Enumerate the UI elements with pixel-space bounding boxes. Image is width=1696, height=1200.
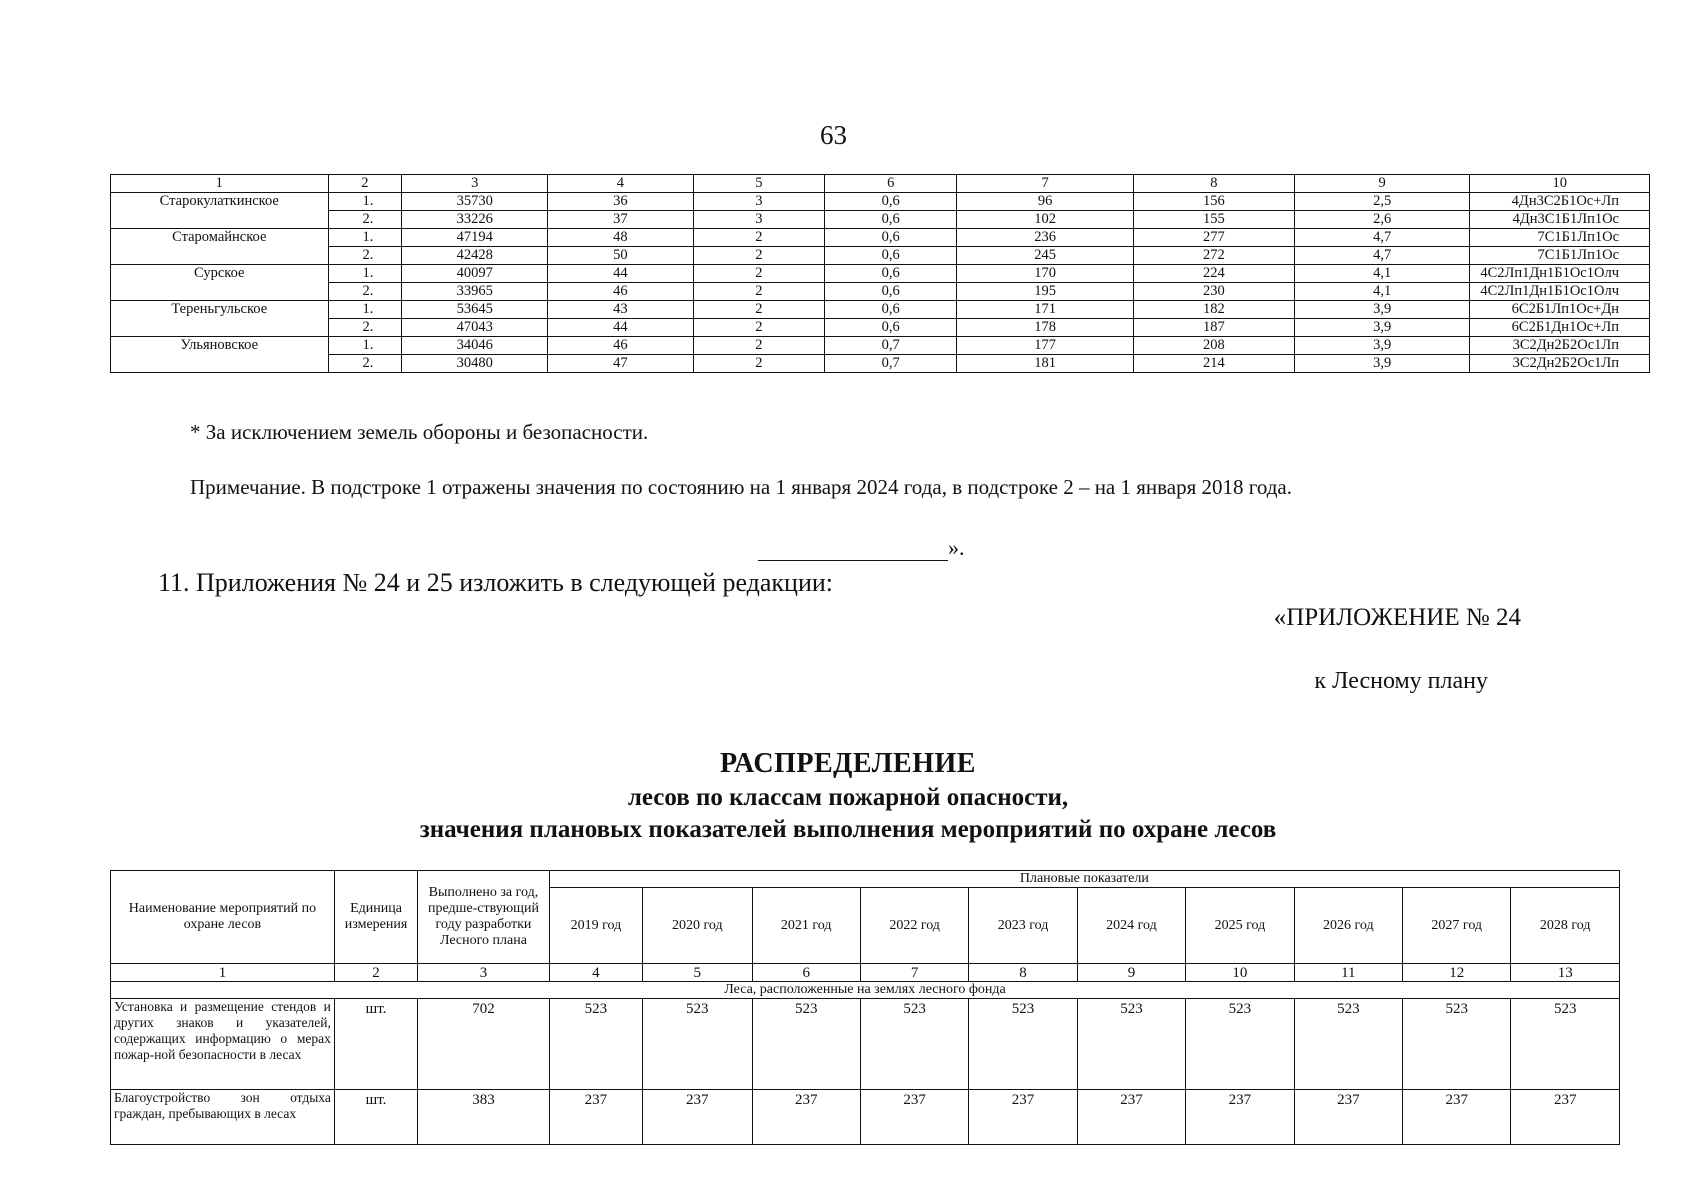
table-cell: 0,6 [825, 193, 957, 211]
table-cell: 3,9 [1294, 319, 1469, 337]
table-cell: 0,6 [825, 319, 957, 337]
page-number: 63 [820, 120, 847, 150]
done-cell: 702 [418, 999, 550, 1090]
table-cell: 6С2Б1Лп1Ос+Дн [1470, 301, 1650, 319]
top-table-header-cell: 7 [957, 175, 1133, 193]
table-cell: 208 [1133, 337, 1294, 355]
table-cell: 2 [693, 283, 824, 301]
table-cell: 4,1 [1294, 265, 1469, 283]
table-cell: 236 [957, 229, 1133, 247]
plan-value: 237 [643, 1090, 752, 1145]
column-number: 7 [860, 964, 968, 982]
table-row [111, 337, 1650, 355]
table-cell: 2. [328, 211, 402, 229]
table-cell: 6С2Б1Дн1Ос+Лп [1470, 319, 1650, 337]
table-cell: 2 [693, 247, 824, 265]
plan-value: 237 [752, 1090, 860, 1145]
table-cell: 4,7 [1294, 229, 1469, 247]
year-header: 2021 год [752, 888, 860, 964]
table-cell: 33965 [402, 283, 548, 301]
year-header: 2025 год [1186, 888, 1294, 964]
doc-subtitle-2: значения плановых показателей выполнения мероприятий по охране лесов [419, 816, 1277, 843]
table-cell: 2 [693, 319, 824, 337]
measure-name: Установка и размещение стендов и других знаков и указателей, содержащих информацию о мерах пожар-ной безопасности в лесах [111, 999, 335, 1090]
table-cell: 1. [328, 229, 402, 247]
header-row-1 [111, 871, 1620, 888]
table-row [111, 1090, 1620, 1145]
plan-value: 523 [643, 999, 752, 1090]
column-number: 6 [752, 964, 860, 982]
table-cell: 2. [328, 319, 402, 337]
plan-value: 237 [1403, 1090, 1511, 1145]
table-cell: 2 [693, 265, 824, 283]
blank-line [758, 540, 948, 561]
district-name: Старомайнское [111, 229, 329, 265]
table-cell: 2. [328, 283, 402, 301]
table-cell: 102 [957, 211, 1133, 229]
year-header: 2022 год [860, 888, 968, 964]
plan-value: 237 [1186, 1090, 1294, 1145]
doc-title: РАСПРЕДЕЛЕНИЕ [720, 748, 976, 779]
table-cell: 245 [957, 247, 1133, 265]
table-cell: 3,9 [1294, 301, 1469, 319]
top-table-header-row [111, 175, 1650, 193]
item-11: 11. Приложения № 24 и 25 изложить в следующей редакции: [158, 568, 834, 597]
table-row [111, 193, 1650, 211]
table-cell: 178 [957, 319, 1133, 337]
plan-value: 523 [1511, 999, 1620, 1090]
district-name: Ульяновское [111, 337, 329, 373]
column-number-row [111, 964, 1620, 982]
table-row [111, 211, 1650, 229]
table-row [111, 355, 1650, 373]
plan-value: 523 [1403, 999, 1511, 1090]
plan-value: 237 [969, 1090, 1077, 1145]
top-table-header-cell: 10 [1470, 175, 1650, 193]
header-name: Наименование мероприятий по охране лесов [111, 871, 335, 964]
table-row [111, 301, 1650, 319]
footnote: * За исключением земель обороны и безопасности. [190, 420, 649, 444]
appendix-title: «ПРИЛОЖЕНИЕ № 24 [1273, 604, 1521, 631]
table-cell: 47 [548, 355, 694, 373]
table-cell: 44 [548, 265, 694, 283]
table-cell: 2 [693, 355, 824, 373]
table-cell: 46 [548, 283, 694, 301]
table-cell: 30480 [402, 355, 548, 373]
table-cell: 0,7 [825, 355, 957, 373]
table-cell: 181 [957, 355, 1133, 373]
table-cell: 50 [548, 247, 694, 265]
table-cell: 42428 [402, 247, 548, 265]
table-cell: 3,9 [1294, 337, 1469, 355]
table-cell: 34046 [402, 337, 548, 355]
table-cell: 46 [548, 337, 694, 355]
doc-subtitle-1: лесов по классам пожарной опасности, [627, 784, 1069, 811]
plan-value: 237 [1077, 1090, 1185, 1145]
table-cell: 277 [1133, 229, 1294, 247]
table-cell: 2,6 [1294, 211, 1469, 229]
plan-value: 237 [1511, 1090, 1620, 1145]
section-row [111, 982, 1620, 999]
column-number: 1 [111, 964, 335, 982]
table-cell: 0,6 [825, 265, 957, 283]
table-cell: 37 [548, 211, 694, 229]
top-table-header-cell: 1 [111, 175, 329, 193]
table-cell: 36 [548, 193, 694, 211]
table-row [111, 229, 1650, 247]
table-cell: 44 [548, 319, 694, 337]
top-table [110, 174, 1650, 373]
plan-value: 237 [1294, 1090, 1402, 1145]
table-cell: 2 [693, 229, 824, 247]
top-table-header-cell: 9 [1294, 175, 1469, 193]
top-table-header-cell: 3 [402, 175, 548, 193]
table-cell: 47043 [402, 319, 548, 337]
table-cell: 3 [693, 193, 824, 211]
column-number: 11 [1294, 964, 1402, 982]
column-number: 3 [418, 964, 550, 982]
column-number: 5 [643, 964, 752, 982]
district-name: Старокулаткинское [111, 193, 329, 229]
year-header: 2028 год [1511, 888, 1620, 964]
table-cell: 7С1Б1Лп1Ос [1470, 229, 1650, 247]
table-cell: 177 [957, 337, 1133, 355]
table-cell: 224 [1133, 265, 1294, 283]
column-number: 12 [1403, 964, 1511, 982]
table-cell: 2. [328, 355, 402, 373]
district-name: Сурское [111, 265, 329, 301]
table-cell: 0,6 [825, 301, 957, 319]
unit-cell: шт. [334, 1090, 417, 1145]
header-unit: Единица измерения [334, 871, 417, 964]
district-name: Тереньгульское [111, 301, 329, 337]
table-cell: 230 [1133, 283, 1294, 301]
table-cell: 48 [548, 229, 694, 247]
table-row [111, 319, 1650, 337]
year-header: 2019 год [549, 888, 642, 964]
table-cell: 33226 [402, 211, 548, 229]
table-cell: 187 [1133, 319, 1294, 337]
measure-name: Благоустройство зон отдыха граждан, пребывающих в лесах [111, 1090, 335, 1145]
table-cell: 35730 [402, 193, 548, 211]
table-cell: 3С2Дн2Б2Ос1Лп [1470, 337, 1650, 355]
unit-cell: шт. [334, 999, 417, 1090]
plan-value: 523 [969, 999, 1077, 1090]
table-cell: 170 [957, 265, 1133, 283]
table-row [111, 283, 1650, 301]
table-cell: 3,9 [1294, 355, 1469, 373]
top-table-header-cell: 4 [548, 175, 694, 193]
table-cell: 2,5 [1294, 193, 1469, 211]
table-row [111, 247, 1650, 265]
year-header: 2023 год [969, 888, 1077, 964]
column-number: 9 [1077, 964, 1185, 982]
table-cell: 2 [693, 337, 824, 355]
table-cell: 4Дн3С2Б1Ос+Лп [1470, 193, 1650, 211]
closing-quote-text: ». [948, 535, 965, 560]
done-cell: 383 [418, 1090, 550, 1145]
table-cell: 4С2Лп1Дн1Б1Ос1Олч [1470, 265, 1650, 283]
table-cell: 7С1Б1Лп1Ос [1470, 247, 1650, 265]
plan-value: 523 [860, 999, 968, 1090]
table-cell: 1. [328, 265, 402, 283]
column-number: 2 [334, 964, 417, 982]
header-done: Выполнено за год, предше-ствующий году разработки Лесного плана [418, 871, 550, 964]
year-header: 2027 год [1403, 888, 1511, 964]
top-table-header-cell: 5 [693, 175, 824, 193]
table-cell: 0,6 [825, 283, 957, 301]
section-label: Леса, расположенные на землях лесного фонда [111, 982, 1620, 999]
table-cell: 4Дн3С1Б1Лп1Ос [1470, 211, 1650, 229]
plan-value: 237 [860, 1090, 968, 1145]
year-header: 2026 год [1294, 888, 1402, 964]
table-cell: 214 [1133, 355, 1294, 373]
table-cell: 1. [328, 301, 402, 319]
table-cell: 4С2Лп1Дн1Б1Ос1Олч [1470, 283, 1650, 301]
table-cell: 0,6 [825, 229, 957, 247]
table-row [111, 999, 1620, 1090]
column-number: 10 [1186, 964, 1294, 982]
table-cell: 195 [957, 283, 1133, 301]
plan-value: 237 [549, 1090, 642, 1145]
table-cell: 156 [1133, 193, 1294, 211]
closing-quote [758, 535, 965, 561]
table-cell: 1. [328, 337, 402, 355]
plan-value: 523 [1294, 999, 1402, 1090]
table-cell: 155 [1133, 211, 1294, 229]
table-cell: 182 [1133, 301, 1294, 319]
plan-value: 523 [1077, 999, 1185, 1090]
table-cell: 171 [957, 301, 1133, 319]
note: Примечание. В подстроке 1 отражены значения по состоянию на 1 января 2024 года, в подстроке 2 – на 1 января 2018 года. [190, 475, 1293, 499]
table-cell: 40097 [402, 265, 548, 283]
table-cell: 4,1 [1294, 283, 1469, 301]
table-cell: 0,7 [825, 337, 957, 355]
header-plan: Плановые показатели [549, 871, 1619, 888]
top-table-header-cell: 2 [328, 175, 402, 193]
table-cell: 3С2Дн2Б2Ос1Лп [1470, 355, 1650, 373]
plan-value: 523 [752, 999, 860, 1090]
table-cell: 2. [328, 247, 402, 265]
plan-value: 523 [1186, 999, 1294, 1090]
column-number: 4 [549, 964, 642, 982]
plan-value: 523 [549, 999, 642, 1090]
table-cell: 272 [1133, 247, 1294, 265]
year-header: 2020 год [643, 888, 752, 964]
column-number: 13 [1511, 964, 1620, 982]
top-table-header-cell: 8 [1133, 175, 1294, 193]
year-header: 2024 год [1077, 888, 1185, 964]
table-cell: 43 [548, 301, 694, 319]
table-cell: 96 [957, 193, 1133, 211]
table-cell: 0,6 [825, 211, 957, 229]
table-row [111, 265, 1650, 283]
appendix-to: к Лесному плану [1314, 668, 1488, 694]
table-cell: 47194 [402, 229, 548, 247]
top-table-header-cell: 6 [825, 175, 957, 193]
table-cell: 4,7 [1294, 247, 1469, 265]
table-cell: 53645 [402, 301, 548, 319]
table-cell: 1. [328, 193, 402, 211]
table-cell: 3 [693, 211, 824, 229]
table-cell: 0,6 [825, 247, 957, 265]
column-number: 8 [969, 964, 1077, 982]
table-cell: 2 [693, 301, 824, 319]
bottom-table [110, 870, 1620, 1145]
